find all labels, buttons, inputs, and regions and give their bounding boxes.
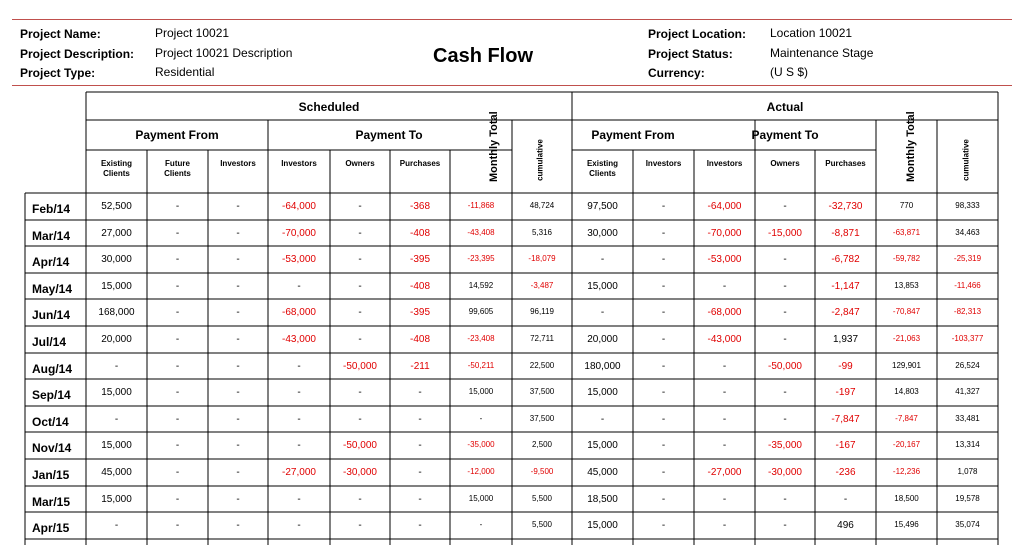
table-cell: -70,000 xyxy=(282,227,316,239)
table-cell: - xyxy=(722,493,727,505)
table-cell: 168,000 xyxy=(98,307,135,319)
table-cell: 1,078 xyxy=(957,467,978,476)
table-cell: 2,500 xyxy=(531,440,553,450)
table-cell: -43,000 xyxy=(282,334,316,345)
table-cell: 18,500 xyxy=(894,493,919,503)
table-cell: - xyxy=(236,254,240,266)
monthly-total-header: Monthly Total xyxy=(904,111,917,182)
table-cell: 15,000 xyxy=(587,387,618,399)
table-cell: -50,211 xyxy=(467,360,495,370)
table-cell: - xyxy=(722,280,727,292)
table-cell: 37,500 xyxy=(529,387,555,397)
table-cell: 22,500 xyxy=(529,360,555,370)
table-cell: - xyxy=(661,360,666,372)
table-cell: -50,000 xyxy=(343,440,377,452)
table-cell: 15,000 xyxy=(101,280,132,292)
table-cell: -18,079 xyxy=(528,254,556,264)
table-cell: -50,000 xyxy=(343,360,377,372)
table-cell: - xyxy=(661,254,666,266)
table-cell: - xyxy=(236,440,240,452)
table-cell: 20,000 xyxy=(587,334,618,345)
table-cell: - xyxy=(418,520,422,532)
table-cell: -6,782 xyxy=(831,254,860,266)
project-type-label: Project Type: xyxy=(20,66,96,80)
table-cell: - xyxy=(600,254,605,266)
table-cell: - xyxy=(358,227,362,239)
table-cell: - xyxy=(297,520,301,532)
table-cell: - xyxy=(722,360,727,372)
group-header-scheduled: Scheduled xyxy=(298,100,360,114)
table-cell: -53,000 xyxy=(707,254,742,266)
table-cell: - xyxy=(418,493,422,505)
project-description-value: Project 10021 Description xyxy=(155,46,293,60)
row-month-label: Sep/14 xyxy=(32,388,71,403)
table-cell: - xyxy=(236,493,240,505)
column-header: Purchases xyxy=(399,159,441,168)
table-cell: -82,313 xyxy=(953,307,982,317)
column-header: Purchases xyxy=(825,159,866,168)
table-cell: - xyxy=(479,520,483,530)
table-cell: - xyxy=(297,360,301,372)
table-cell: - xyxy=(236,280,240,292)
table-cell: - xyxy=(783,334,787,345)
table-cell: 15,000 xyxy=(587,440,618,452)
table-cell: 13,314 xyxy=(955,440,980,450)
table-cell: 20,000 xyxy=(101,334,132,345)
table-cell: -21,063 xyxy=(892,334,921,343)
table-cell: - xyxy=(722,387,727,399)
column-header: Investors xyxy=(220,159,256,168)
table-cell: - xyxy=(175,493,180,505)
table-cell: -11,868 xyxy=(467,201,495,210)
table-cell: - xyxy=(114,360,119,372)
column-header: Investors xyxy=(281,159,317,168)
table-cell: 33,481 xyxy=(955,413,980,423)
table-cell: -64,000 xyxy=(707,201,742,212)
table-cell: -197 xyxy=(835,387,856,399)
table-cell: - xyxy=(236,467,240,478)
table-cell: - xyxy=(175,201,180,212)
project-status-value: Maintenance Stage xyxy=(770,46,874,60)
table-cell: - xyxy=(661,493,666,505)
table-cell: -27,000 xyxy=(707,467,742,478)
table-cell: - xyxy=(297,413,301,425)
table-cell: 18,500 xyxy=(587,493,618,505)
table-cell: - xyxy=(661,467,666,478)
table-cell: 45,000 xyxy=(587,467,618,478)
column-header: Owners xyxy=(345,159,375,168)
column-header: Owners xyxy=(770,159,800,168)
table-cell: 15,000 xyxy=(587,520,618,532)
column-header: Existing Clients xyxy=(100,159,133,178)
table-cell: 5,316 xyxy=(531,227,553,237)
table-cell: -30,000 xyxy=(343,467,377,478)
table-cell: -35,000 xyxy=(768,440,802,452)
table-cell: - xyxy=(236,201,240,212)
row-month-label: Jun/14 xyxy=(32,308,71,323)
subgroup-actual-payment-from: Payment From xyxy=(591,128,675,142)
column-header: Existing Clients xyxy=(586,159,619,178)
table-cell: - xyxy=(358,387,362,399)
table-cell: - xyxy=(783,307,787,319)
row-month-label: Mar/14 xyxy=(32,228,71,243)
table-cell: 37,500 xyxy=(529,413,555,423)
table-cell: 180,000 xyxy=(584,360,621,372)
table-cell: -211 xyxy=(410,360,430,372)
table-cell: -59,782 xyxy=(892,254,921,264)
table-cell: 14,803 xyxy=(894,387,919,397)
table-cell: -68,000 xyxy=(282,307,316,319)
table-cell: 30,000 xyxy=(587,227,618,239)
table-cell: - xyxy=(783,493,787,505)
table-cell: - xyxy=(114,413,119,425)
table-cell: 52,500 xyxy=(101,201,132,212)
cumulative-header: cumulative xyxy=(535,139,545,181)
table-cell: - xyxy=(418,440,422,452)
table-cell: -70,847 xyxy=(892,307,921,317)
project-name-value: Project 10021 xyxy=(155,26,230,40)
table-cell: -9,500 xyxy=(530,467,554,476)
group-header-actual: Actual xyxy=(766,100,804,114)
table-cell: -236 xyxy=(835,467,856,478)
table-cell: -103,377 xyxy=(951,334,984,343)
table-cell: - xyxy=(236,360,240,372)
table-cell: - xyxy=(722,440,727,452)
table-cell: 41,327 xyxy=(955,387,980,397)
table-cell: 14,592 xyxy=(468,280,494,290)
table-cell: - xyxy=(358,254,362,266)
row-month-label: Mar/15 xyxy=(32,494,71,509)
subgroup-actual-payment-to: Payment To xyxy=(751,128,819,142)
table-cell: 15,000 xyxy=(101,493,132,505)
table-cell: - xyxy=(175,413,180,425)
table-cell: - xyxy=(175,440,180,452)
table-cell: 35,074 xyxy=(955,520,980,530)
subgroup-scheduled-payment-from: Payment From xyxy=(135,128,219,142)
table-cell: - xyxy=(843,493,848,505)
table-cell: - xyxy=(661,440,666,452)
table-cell: -50,000 xyxy=(768,360,802,372)
table-cell: - xyxy=(783,413,787,425)
table-cell: 770 xyxy=(899,201,914,210)
table-cell: -7,847 xyxy=(831,413,860,425)
table-cell: - xyxy=(175,360,180,372)
table-cell: -15,000 xyxy=(768,227,802,239)
table-cell: -8,871 xyxy=(831,227,860,239)
row-month-label: Apr/14 xyxy=(32,255,70,270)
table-cell: - xyxy=(661,227,666,239)
project-name-label: Project Name: xyxy=(20,27,101,41)
table-cell: 72,711 xyxy=(530,334,554,343)
table-cell: - xyxy=(358,280,362,292)
table-cell: 99,605 xyxy=(468,307,494,317)
table-cell: 48,724 xyxy=(529,201,555,210)
table-cell: - xyxy=(236,227,240,239)
table-cell: 129,901 xyxy=(892,360,921,370)
table-cell: 96,119 xyxy=(530,307,554,317)
table-cell: -395 xyxy=(409,254,430,266)
table-cell: - xyxy=(479,413,483,423)
table-cell: - xyxy=(236,334,240,345)
table-cell: -20,167 xyxy=(892,440,921,450)
page-title: Cash Flow xyxy=(433,45,534,67)
table-cell: 15,000 xyxy=(468,493,494,503)
row-month-label: Aug/14 xyxy=(32,361,73,376)
table-cell: - xyxy=(358,520,362,532)
table-cell: - xyxy=(297,280,301,292)
currency-value: (U S $) xyxy=(770,65,809,79)
table-cell: -408 xyxy=(409,227,430,239)
table-cell: -7,847 xyxy=(895,413,918,423)
table-cell: - xyxy=(600,307,605,319)
table-cell: 45,000 xyxy=(101,467,132,478)
table-cell: - xyxy=(114,520,119,532)
table-cell: - xyxy=(783,254,787,266)
table-cell: -68,000 xyxy=(707,307,742,319)
table-cell: 26,524 xyxy=(955,360,980,370)
table-cell: -30,000 xyxy=(768,467,802,478)
table-cell: - xyxy=(175,307,180,319)
table-cell: - xyxy=(661,413,666,425)
table-cell: -53,000 xyxy=(282,254,316,266)
table-cell: -23,395 xyxy=(467,254,495,264)
monthly-total-header: Monthly Total xyxy=(487,111,500,182)
table-cell: - xyxy=(175,467,180,478)
table-cell: - xyxy=(175,280,180,292)
table-cell: 34,463 xyxy=(955,227,980,237)
table-cell: -11,466 xyxy=(954,280,981,290)
project-location-value: Location 10021 xyxy=(770,26,853,40)
table-cell: 27,000 xyxy=(101,227,132,239)
table-cell: -99 xyxy=(838,360,853,372)
table-cell: -27,000 xyxy=(282,467,316,478)
table-cell: 19,578 xyxy=(955,493,980,503)
table-cell: - xyxy=(297,493,301,505)
row-month-label: Apr/15 xyxy=(32,521,70,536)
table-cell: - xyxy=(236,413,240,425)
cumulative-header: cumulative xyxy=(961,139,970,181)
table-cell: - xyxy=(661,334,666,345)
currency-label: Currency: xyxy=(648,66,705,80)
table-cell: - xyxy=(418,387,422,399)
table-cell: -23,408 xyxy=(467,334,495,343)
table-cell: 15,000 xyxy=(101,387,132,399)
project-type-value: Residential xyxy=(155,65,215,79)
table-cell: - xyxy=(175,254,180,266)
table-cell: - xyxy=(236,307,240,319)
table-cell: - xyxy=(358,307,362,319)
column-header: Investors xyxy=(706,159,743,168)
table-cell: 13,853 xyxy=(894,280,919,290)
table-cell: - xyxy=(722,413,727,425)
table-cell: 15,496 xyxy=(894,520,919,530)
table-cell: - xyxy=(358,413,362,425)
table-cell: - xyxy=(175,520,180,532)
table-cell: - xyxy=(661,280,666,292)
table-cell: - xyxy=(722,520,727,532)
table-cell: - xyxy=(600,413,605,425)
row-month-label: Jan/15 xyxy=(32,468,70,482)
table-cell: 15,000 xyxy=(101,440,132,452)
table-cell: -408 xyxy=(409,280,430,292)
table-cell: -167 xyxy=(835,440,856,452)
table-cell: - xyxy=(175,387,180,399)
table-cell: -63,871 xyxy=(892,227,921,237)
table-cell: -35,000 xyxy=(467,440,495,450)
table-cell: - xyxy=(661,387,666,399)
table-cell: - xyxy=(358,493,362,505)
table-cell: 5,500 xyxy=(531,493,553,503)
table-cell: - xyxy=(236,387,240,399)
table-cell: -12,236 xyxy=(892,467,921,476)
table-cell: -3,487 xyxy=(530,280,554,290)
table-cell: - xyxy=(297,387,301,399)
table-cell: 15,000 xyxy=(468,387,494,397)
table-cell: - xyxy=(418,467,422,478)
table-cell: -70,000 xyxy=(707,227,742,239)
table-cell: 1,937 xyxy=(832,334,859,345)
table-cell: - xyxy=(358,201,362,212)
row-month-label: Nov/14 xyxy=(32,441,72,456)
table-cell: -43,000 xyxy=(707,334,742,345)
table-cell: 5,500 xyxy=(531,520,553,530)
row-month-label: May/14 xyxy=(32,281,73,296)
row-month-label: Oct/14 xyxy=(32,414,69,429)
table-cell: -408 xyxy=(409,334,430,345)
table-cell: -368 xyxy=(409,201,430,212)
table-cell: - xyxy=(783,280,787,292)
project-location-label: Project Location: xyxy=(648,27,747,41)
table-cell: 496 xyxy=(837,520,854,532)
table-cell: - xyxy=(661,307,666,319)
table-cell: -2,847 xyxy=(831,307,860,319)
row-month-label: Feb/14 xyxy=(32,202,71,216)
table-cell: -25,319 xyxy=(953,254,982,264)
project-description-label: Project Description: xyxy=(20,47,135,61)
table-cell: - xyxy=(236,520,240,532)
table-cell: 97,500 xyxy=(587,201,618,212)
table-cell: - xyxy=(783,201,787,212)
project-status-label: Project Status: xyxy=(648,47,733,61)
table-cell: 98,333 xyxy=(955,201,980,210)
row-month-label: Jul/14 xyxy=(32,335,67,349)
table-cell: - xyxy=(175,334,180,345)
table-cell: -12,000 xyxy=(467,467,495,476)
table-cell: - xyxy=(661,520,666,532)
table-cell: - xyxy=(783,520,787,532)
table-cell: - xyxy=(297,440,301,452)
table-cell: - xyxy=(175,227,180,239)
table-cell: - xyxy=(783,387,787,399)
table-cell: -1,147 xyxy=(831,280,860,292)
table-cell: 30,000 xyxy=(101,254,132,266)
table-cell: - xyxy=(418,413,422,425)
subgroup-scheduled-payment-to: Payment To xyxy=(355,128,423,142)
column-header: Investors xyxy=(645,159,682,168)
table-cell: -64,000 xyxy=(282,201,316,212)
table-cell: - xyxy=(358,334,362,345)
table-cell: - xyxy=(661,201,666,212)
table-cell: 15,000 xyxy=(587,280,618,292)
table-cell: -43,408 xyxy=(467,227,495,237)
table-cell: -395 xyxy=(409,307,430,319)
table-cell: -32,730 xyxy=(828,201,863,212)
column-header: Future Clients xyxy=(164,159,191,178)
